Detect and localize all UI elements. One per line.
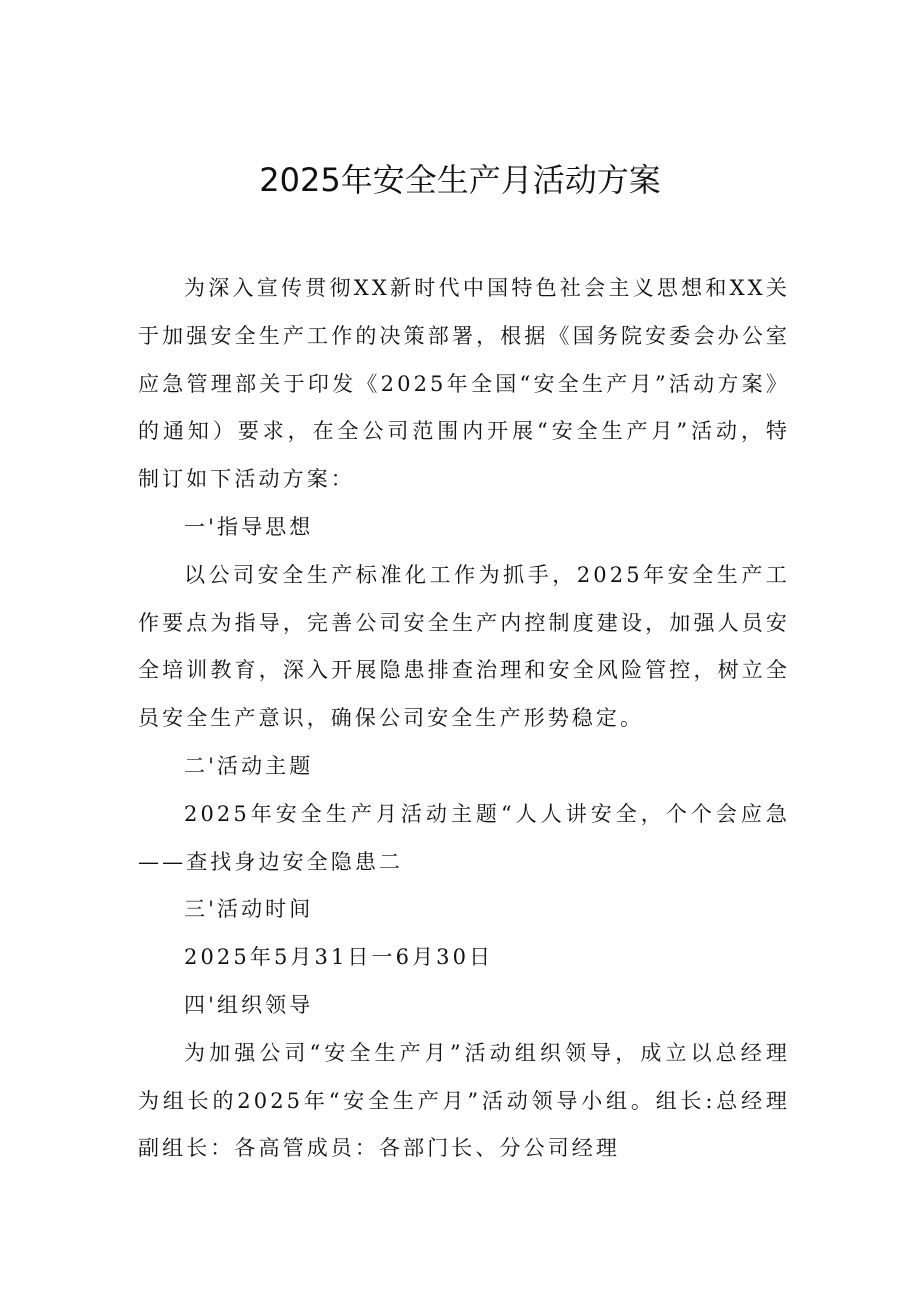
section-heading-activity-time: 三'活动时间 xyxy=(184,897,314,922)
section-body-guiding-ideology: 以公司安全生产标准化工作为抓手，2025年安全生产工作要点为指导，完善公司安全生产内控制度建设，加强人员安全培训教育，深入开展隐患排查治理和安全风险管控，树立全员安全生产意识，确保公司安全生产形势稳定。 xyxy=(138,562,790,731)
section-body-activity-time: 2025年5月31日一6月30日 xyxy=(184,945,494,970)
section-heading-activity-theme: 二'活动主题 xyxy=(184,753,314,778)
intro-paragraph: 为深入宣传贯彻XX新时代中国特色社会主义思想和XX关于加强安全生产工作的决策部署，根据《国务院安委会办公室应急管理部关于印发《2025年全国“安全生产月”活动方案》的通知）要求，在全公司范围内开展“安全生产月”活动，特制订如下活动方案： xyxy=(138,276,790,492)
section-heading-organization-leadership: 四'组织领导 xyxy=(184,992,314,1017)
section-heading-guiding-ideology: 一'指导思想 xyxy=(184,514,314,539)
document-title: 2025年安全生产月活动方案 xyxy=(259,161,661,199)
section-body-activity-theme: 2025年安全生产月活动主题“人人讲安全，个个会应急——查找身边安全隐患二 xyxy=(138,801,790,874)
document-body xyxy=(138,265,790,1173)
section-body-organization-leadership: 为加强公司“安全生产月”活动组织领导，成立以总经理为组长的2025年“安全生产月”活动领导小组。组长:总经理副组长：各高管成员：各部门长、分公司经理 xyxy=(138,1040,790,1161)
